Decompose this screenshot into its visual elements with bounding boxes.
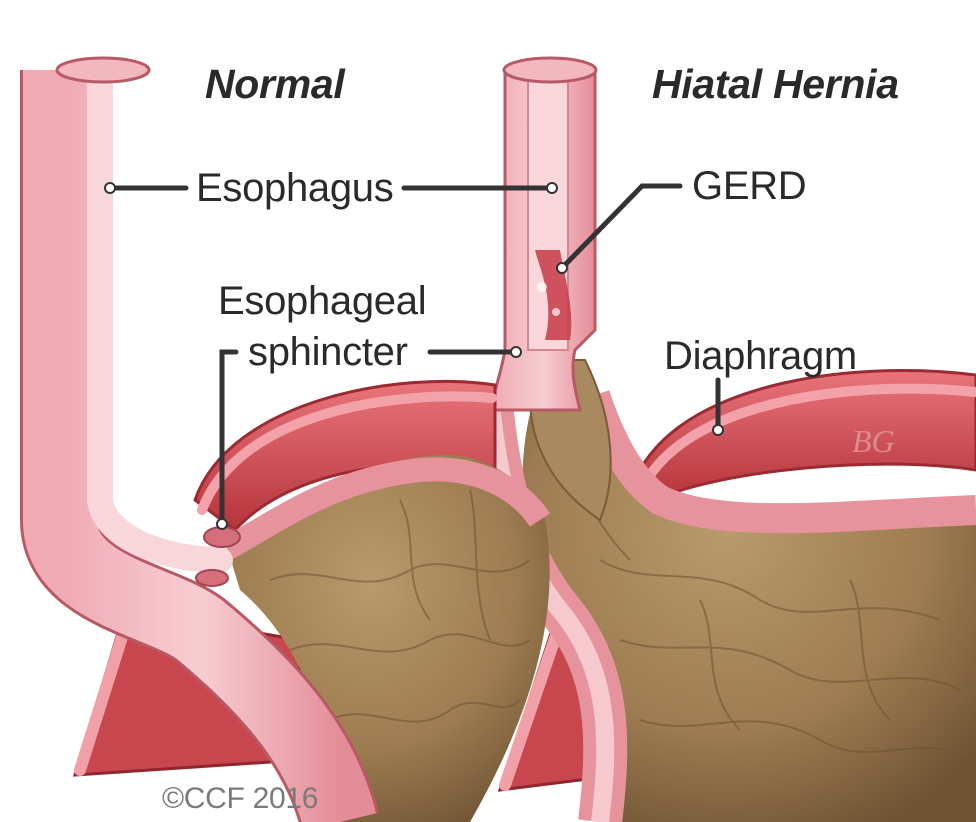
diaphragm-label: Diaphragm bbox=[664, 334, 857, 378]
artist-signature: BG bbox=[852, 423, 895, 459]
normal-title: Normal bbox=[205, 61, 345, 107]
esophagus-label: Esophagus bbox=[196, 166, 394, 210]
sphincter-label-line1: Esophageal bbox=[218, 279, 427, 323]
gerd-label: GERD bbox=[692, 164, 807, 208]
normal-esophagus-opening bbox=[57, 58, 149, 82]
copyright-notice: ©CCF 2016 bbox=[162, 782, 319, 815]
hiatal-hernia-title: Hiatal Hernia bbox=[652, 61, 899, 107]
sphincter-label-line2: sphincter bbox=[248, 330, 408, 374]
hernia-esophagus-opening bbox=[504, 58, 596, 82]
normal-sphincter-lower bbox=[196, 570, 228, 586]
